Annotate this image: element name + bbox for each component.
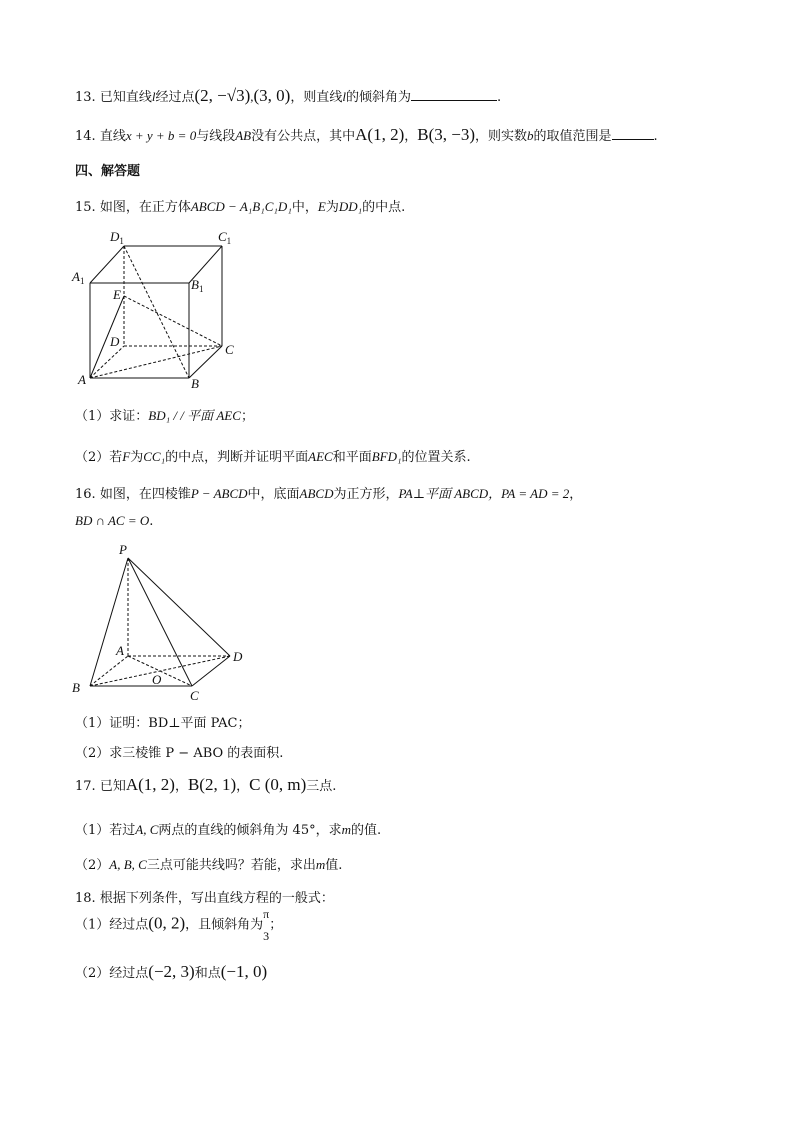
q17-number: 17. xyxy=(75,779,96,794)
q14-point-b: B(3, −3) xyxy=(417,125,475,144)
label-b1: $B_1$ xyxy=(191,277,204,294)
q15-number: 15. xyxy=(75,200,96,215)
q13-number: 13. xyxy=(75,90,96,105)
pyramid-figure xyxy=(68,540,268,705)
q16-part-2: （2）求三棱锥 P − ABO 的表面积. xyxy=(75,746,284,761)
label-c: C xyxy=(190,688,199,703)
q15-part-1: （1）求证：BD₁ / / 平面 AEC； xyxy=(75,408,254,424)
label-e: E xyxy=(113,287,121,302)
question-15: 15. 如图，在正方体ABCD − A₁B₁C₁D₁中，E为DD₁的中点. xyxy=(75,199,406,215)
q14-answer-blank[interactable] xyxy=(612,127,654,140)
q16-line-2: BD ∩ AC = O. xyxy=(75,513,154,529)
label-c1: $C_1$ xyxy=(218,229,232,246)
q15-part-2: （2）若F为CC₁的中点，判断并证明平面AEC和平面BFD₁的位置关系. xyxy=(75,449,471,465)
cube-figure xyxy=(60,226,260,396)
q13-point-1: (2, −√3) xyxy=(194,86,251,105)
q16-part-1: （1）证明：BD⊥平面 PAC； xyxy=(75,716,251,731)
label-a: A xyxy=(78,372,86,387)
question-14: 14. 直线x + y + b = 0与线段AB没有公共点，其中A(1, 2)，B(3, −3)，则实数b的取值范围是 . xyxy=(75,125,658,144)
label-d1: $D_1$ xyxy=(110,229,124,246)
label-p: P xyxy=(119,542,127,557)
q18-part-1: （1）经过点(0, 2)，且倾斜角为 π 3 ； xyxy=(75,907,283,943)
q14-equation: x + y + b = 0 xyxy=(125,128,197,143)
q14-point-a: A(1, 2) xyxy=(355,125,405,144)
label-c: C xyxy=(225,342,234,357)
label-o: O xyxy=(152,672,162,687)
question-17: 17. 已知A(1, 2)，B(2, 1)，C (0, m)三点. xyxy=(75,775,337,794)
label-b: B xyxy=(72,680,80,695)
label-b: B xyxy=(191,376,199,391)
q14-number: 14. xyxy=(75,129,96,144)
label-a1: $A_1$ xyxy=(72,269,85,286)
q13-answer-blank[interactable] xyxy=(411,88,497,101)
question-18: 18. 根据下列条件，写出直线方程的一般式： xyxy=(75,891,334,906)
label-d: D xyxy=(110,334,120,349)
label-a: A xyxy=(116,643,124,658)
q16-number: 16. xyxy=(75,487,96,502)
q17-part-2: （2）A, B, C三点可能共线吗？若能，求出m值. xyxy=(75,857,343,873)
section-heading: 四、解答题 xyxy=(75,164,141,179)
q18-number: 18. xyxy=(75,891,96,906)
pi-over-3-fraction: π 3 xyxy=(263,907,270,943)
q18-part-2: （2）经过点(−2, 3)和点(−1, 0) xyxy=(75,962,268,981)
q17-part-1: （1）若过A, C两点的直线的倾斜角为 45°，求m的值. xyxy=(75,822,382,838)
question-16: 16. 如图，在四棱锥P − ABCD中，底面ABCD为正方形，PA⊥平面 ABCD，PA = AD = 2， xyxy=(75,486,583,502)
q13-point-2: (3, 0) xyxy=(253,86,291,105)
question-13: 13. 已知直线l经过点(2, −√3),(3, 0)，则直线l的倾斜角为 . xyxy=(75,86,502,105)
label-d: D xyxy=(233,649,243,664)
